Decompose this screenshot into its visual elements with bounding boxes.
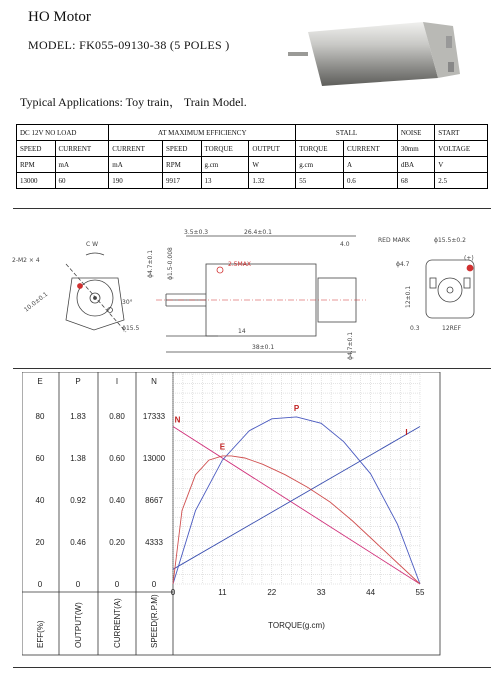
front-dia-label: ϕ15.5 [122,325,140,332]
spec-value: 0.6 [344,173,398,189]
plus-label: (+) [464,255,474,262]
spec-label: CURRENT [109,141,163,157]
axis-label: EFF(%) [36,620,45,648]
spec-group-stall: STALL [296,125,398,141]
spec-group-noise: NOISE [397,125,434,141]
spec-label: SPEED [17,141,56,157]
x-tick-label: 11 [218,588,227,597]
axis-tick-label: 8667 [145,496,163,505]
spec-label: OUTPUT [249,141,296,157]
axis-tick-label: 0.60 [109,454,125,463]
spec-value: 68 [397,173,434,189]
axis-tick-label: 40 [35,496,45,505]
spec-unit: dBA [397,157,434,173]
divider [13,208,491,209]
spec-value: 60 [55,173,109,189]
spec-value: 9917 [163,173,202,189]
spec-label: TORQUE [201,141,249,157]
spec-label: VOLTAGE [435,141,488,157]
spec-value: 2.5 [435,173,488,189]
axis-tick-label: 1.83 [70,412,86,421]
spec-label-row [17,141,488,157]
axis-label: CURRENT(A) [113,598,122,648]
x-tick-label: 44 [366,588,376,597]
axis-tick-label: 0 [114,580,120,589]
spec-label: CURRENT [344,141,398,157]
axis-tick-label: 0 [37,580,43,589]
spec-unit: mA [109,157,163,173]
dim-26-4: 26.4±0.1 [244,229,272,236]
spec-unit: g.cm [201,157,249,173]
axis-tick-label: 80 [35,412,45,421]
front-view [66,253,126,332]
spec-label: CURRENT [55,141,109,157]
spec-value: 190 [109,173,163,189]
series-line-N [173,427,420,585]
spec-value: 13000 [17,173,56,189]
dim-12: 12±0.1 [405,285,412,308]
axis-tick-label: 0 [151,580,157,589]
series-line-P [173,417,420,584]
spec-table [16,124,488,189]
dim-14: 14 [238,328,246,335]
dim-4-0: 4.0 [340,241,350,248]
spec-unit: mA [55,157,109,173]
x-tick-label: 22 [267,588,277,597]
x-tick-label: 0 [170,588,176,597]
spec-group-start: START [435,125,488,141]
axis-tick-label: 0.92 [70,496,86,505]
spec-group-max-eff: AT MAXIMUM EFFICIENCY [109,125,296,141]
spec-unit: RPM [163,157,202,173]
side-view [156,236,366,352]
spec-label: 30mm [397,141,434,157]
spec-value: 13 [201,173,249,189]
applications-line: Typical Applications: Toy train， Train Model. [20,95,247,109]
spec-value: 1.32 [249,173,296,189]
axis-tick-label: 0.20 [109,538,125,547]
dim-38: 38±0.1 [252,344,275,351]
axis-tick-label: 4333 [145,538,163,547]
performance-chart [22,372,442,657]
dim-0-3: 0.3 [410,325,420,332]
spec-label: SPEED [163,141,202,157]
dim-shaft: ϕ4.7±0.1 [147,249,154,278]
axis-head: P [75,377,81,386]
dim-2-5max: 2.5MAX [228,261,251,268]
x-axis-label: TORQUE(g.cm) [268,621,325,630]
axis-tick-label: 1.38 [70,454,86,463]
red-mark-label: RED MARK [378,237,410,244]
axis-tick-label: 20 [35,538,45,547]
axis-head: E [37,377,43,386]
rear-view [426,260,474,318]
x-tick-label: 55 [415,588,425,597]
axis-tick-label: 0.40 [109,496,125,505]
angle-label: 30° [122,299,133,306]
dim-rear-dia: ϕ15.5±0.2 [434,237,466,244]
divider [13,667,491,668]
x-tick-label: 33 [316,588,326,597]
screw-label: 2-M2 × 4 [12,257,40,264]
axis-tick-label: 13000 [142,454,166,463]
plot-area [36,374,425,648]
spec-group-noload: DC 12V NO LOAD [17,125,109,141]
dim-4-7-side: ϕ4.7±0.1 [347,331,354,360]
dim-12ref: 12REF [442,325,462,332]
model-line: MODEL: FK055-09130-38 (5 POLES ) [28,38,230,52]
motor-photo [288,4,468,96]
curve-label-N: N [174,415,181,425]
cw-label: C W [86,241,99,248]
axis-label: SPEED(R.P.M) [150,594,159,648]
spec-value: 55 [296,173,344,189]
spec-value-row [17,173,488,189]
axis-tick-label: 0 [75,580,81,589]
spec-group-row [17,125,488,141]
bolt-circle-label: 10.0±0.1 [22,290,50,314]
dimension-drawing [6,220,496,366]
axis-tick-label: 0.80 [109,412,125,421]
curve-label-E: E [219,442,226,452]
curve-label-P: P [293,403,300,413]
axis-tick-label: 60 [35,454,45,463]
divider [13,368,491,369]
dim-4-7-rear: ϕ4.7 [396,261,410,268]
curve-label-I: I [405,427,408,437]
axis-tick-label: 0.46 [70,538,86,547]
spec-unit: W [249,157,296,173]
spec-unit-row [17,157,488,173]
spec-unit: RPM [17,157,56,173]
axis-head: I [115,377,119,386]
dim-shaft-tol: ϕ1.5-0.008 [167,247,174,280]
series-line-E [173,456,420,584]
dim-3-5: 3.5±0.3 [184,229,209,236]
axis-label: OUTPUT(W) [74,602,83,648]
spec-unit: g.cm [296,157,344,173]
spec-label: TORQUE [296,141,344,157]
page-title: HO Motor [28,9,91,25]
axis-head: N [151,377,157,386]
spec-unit: A [344,157,398,173]
axis-tick-label: 17333 [142,412,166,421]
spec-unit: V [435,157,488,173]
